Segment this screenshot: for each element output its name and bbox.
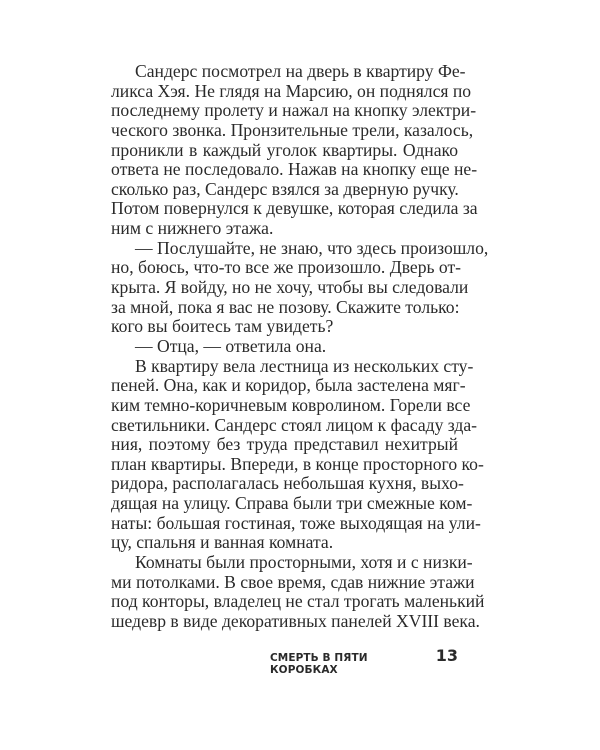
running-title: СМЕРТЬ В ПЯТИ КОРОБКАХ [270,652,368,676]
text-line: ми потолками. В свое время, сдав нижние этажи [111,571,475,592]
text-line: сколько раз, Сандерс взялся за дверную ручку. [111,178,459,199]
text-line: светильники. Сандерс стоял лицом к фасаду зда- [111,414,478,435]
text-line: под конторы, владелец не стал трогать маленький [111,591,485,612]
text-line: пеней. Она, как и коридор, была застелена мяг- [111,375,466,396]
text-line: но, боюсь, что-то все же произошло. Дверь от- [111,257,462,278]
text-line: Потом повернулся к девушке, которая следила за [111,198,478,219]
text-line: ним с нижнего этажа. [111,218,274,239]
page-number: 13 [435,646,458,665]
text-line: ческого звонка. Пронзительные трели, казалось, [111,119,474,140]
text-line: цу, спальня и ванная комната. [111,532,334,553]
text-line: ридора, располагалась небольшая кухня, выхо- [111,473,464,494]
text-line: ликса Хэя. Не глядя на Марсию, он поднялся по [111,80,472,101]
text-line: ответа не последовало. Нажав на кнопку еще не- [111,159,478,180]
text-line: проникли в каждый уголок квартиры. Однако [111,139,458,160]
text-line: за мной, пока я вас не позову. Скажите только: [111,296,460,317]
text-line: — Отца, — ответила она. [135,335,327,356]
body-text [111,61,489,632]
text-line: наты: большая гостиная, тоже выходящая на ули- [111,512,481,533]
text-line: дящая на улицу. Справа были три смежные ком- [111,493,473,514]
text-line: Комнаты были просторными, хотя и с низки- [135,552,473,573]
text-line: Сандерс посмотрел на дверь в квартиру Фе- [135,61,466,81]
text-line: последнему пролету и нажал на кнопку электри- [111,100,477,121]
text-line: ния, поэтому без труда представил нехитрый [111,434,458,455]
text-line: ким темно-коричневым ковролином. Горели все [111,394,471,415]
text-line: крыта. Я войду, но не хочу, чтобы вы следовали [111,277,469,298]
text-line: В квартиру вела лестница из нескольких сту- [135,355,474,376]
text-line: — Послушайте, не знаю, что здесь произошло, [135,237,489,258]
text-line: кого вы боитесь там увидеть? [111,316,334,337]
text-line: план квартиры. Впереди, в конце просторного ко- [111,453,484,474]
text-line: шедевр в виде декоративных панелей XVIII века. [111,610,480,631]
page-footer [270,646,458,676]
